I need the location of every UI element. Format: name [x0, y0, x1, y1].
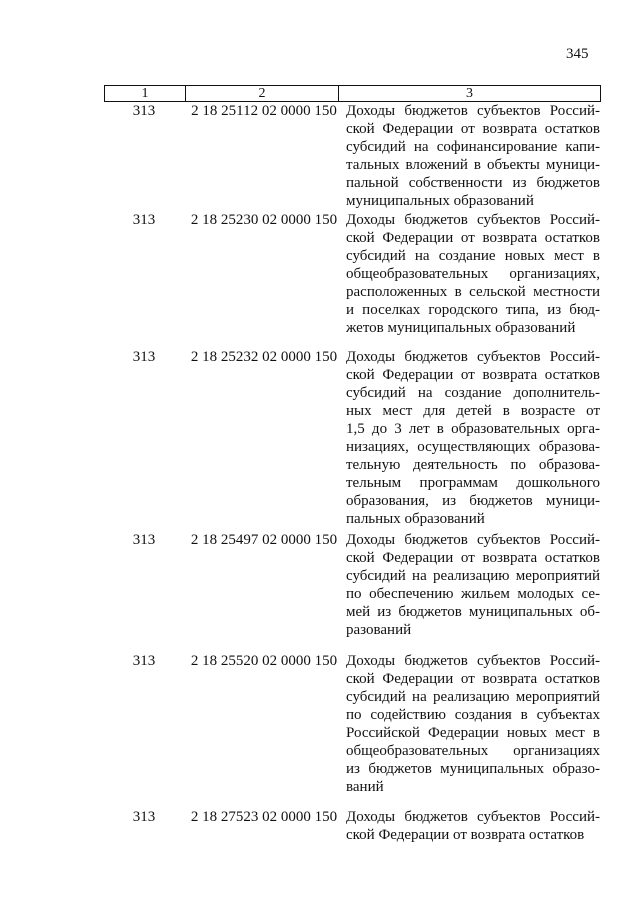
description-line: субсидий на создание дополнитель-: [346, 385, 600, 401]
description-line: субсидий на реализацию мероприятий: [346, 689, 600, 705]
description-line: ваний: [346, 779, 384, 795]
description-line: субсидий на создание новых мест в: [346, 248, 600, 264]
row-kbk: 2 18 25112 02 0000 150: [191, 103, 337, 119]
description-line: ской Федерации от возврата остатков: [346, 671, 600, 687]
table-header: [104, 85, 601, 102]
description-line: тельным программам дошкольного: [346, 475, 600, 491]
row-kbk: 2 18 25230 02 0000 150: [190, 212, 338, 228]
description-line: тальных вложений в объекты муници-: [346, 157, 600, 173]
description-line: пальных образований: [346, 511, 485, 527]
row-description: [346, 102, 600, 210]
header-col-1: 1: [105, 86, 186, 101]
row-code: 313: [132, 532, 156, 548]
description-line: Доходы бюджетов субъектов Россий-: [346, 653, 600, 669]
description-line: образования, из бюджетов муници-: [346, 493, 600, 509]
header-col-2: 2: [186, 86, 339, 101]
description-line: ской Федерации от возврата остатков: [346, 367, 600, 383]
description-line: разований: [346, 622, 412, 638]
description-line: по обеспечению жильем молодых се-: [346, 586, 600, 602]
page-number: 345: [566, 46, 589, 62]
header-col-3: 3: [466, 86, 473, 101]
description-line: Доходы бюджетов субъектов Россий-: [346, 103, 600, 119]
row-code: 313: [132, 653, 156, 669]
description-line: муниципальных образований: [346, 193, 534, 209]
description-line: тельную деятельность по образова-: [346, 457, 600, 473]
description-line: ской Федерации от возврата остатков: [346, 121, 600, 137]
description-line: Доходы бюджетов субъектов Россий-: [346, 349, 600, 365]
row-description: [346, 808, 600, 844]
row-kbk: 2 18 25497 02 0000 150: [190, 532, 338, 548]
description-line: ных мест для детей в возрасте от: [346, 403, 600, 419]
row-kbk: 2 18 27523 02 0000 150: [190, 809, 338, 825]
description-line: из бюджетов муниципальных образо-: [346, 761, 600, 777]
row-description: [346, 531, 600, 639]
row-description: [346, 652, 600, 796]
description-line: субсидий на реализацию мероприятий: [346, 568, 600, 584]
row-kbk: 2 18 25232 02 0000 150: [190, 349, 338, 365]
description-line: Доходы бюджетов субъектов Россий-: [346, 809, 600, 825]
row-code: 313: [132, 103, 156, 119]
description-line: по содействию создания в субъектах: [346, 707, 600, 723]
description-line: пальной собственности из бюджетов: [346, 175, 600, 191]
description-line: ской Федерации от возврата остатков: [346, 230, 600, 246]
description-line: ской Федерации от возврата остатков: [346, 827, 585, 843]
description-line: расположенных в сельской местности: [346, 284, 600, 300]
description-line: низациях, осуществляющих образова-: [346, 439, 600, 455]
description-line: ской Федерации от возврата остатков: [346, 550, 600, 566]
row-code: 313: [132, 212, 156, 228]
description-line: жетов муниципальных образований: [346, 320, 576, 336]
description-line: Доходы бюджетов субъектов Россий-: [346, 212, 600, 228]
description-line: общеобразовательных организациях: [346, 743, 600, 759]
row-code: 313: [132, 349, 156, 365]
description-line: общеобразовательных организациях,: [346, 266, 600, 282]
row-code: 313: [132, 809, 156, 825]
row-kbk: 2 18 25520 02 0000 150: [190, 653, 338, 669]
row-description: [346, 211, 600, 337]
description-line: субсидий на софинансирование капи-: [346, 139, 600, 155]
description-line: и поселках городского типа, из бюд-: [346, 302, 600, 318]
row-description: [346, 348, 600, 528]
description-line: мей из бюджетов муниципальных об-: [346, 604, 600, 620]
description-line: 1,5 до 3 лет в образовательных орга-: [346, 421, 600, 437]
description-line: Доходы бюджетов субъектов Россий-: [346, 532, 600, 548]
description-line: Российской Федерации новых мест в: [346, 725, 600, 741]
